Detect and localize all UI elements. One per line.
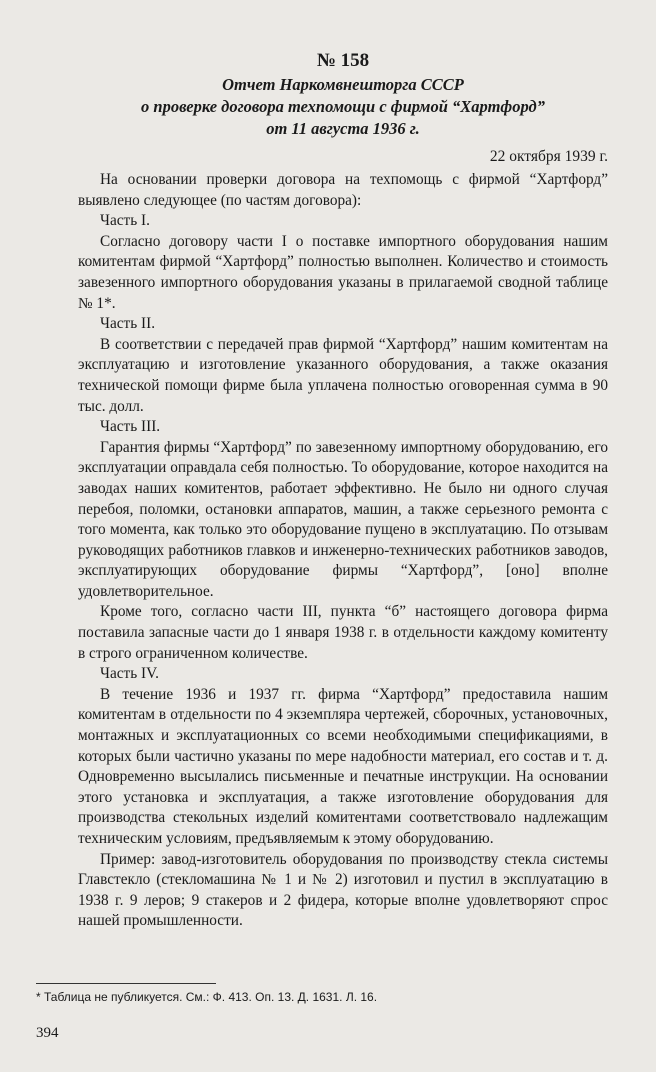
document-content bbox=[78, 50, 608, 932]
paragraph: Гарантия фирмы “Хартфорд” по завезенному импортному оборудованию, его эксплуатации оправдала себя полностью. То оборудование, которое находится на заводах наших комитентов, работает эффективно. Не было ни одного случая перебоя, поломки, остановки аппаратов, машин, а также серьезного ремонта с того момента, как только это оборудование пущено в эксплуатацию. По отзывам руководящих работников главков и инженерно-технических работников заводов, эксплуатирующих оборудование фирмы “Хартфорд”, [оно] вполне удовлетворительное. bbox=[78, 438, 608, 600]
document-date: 22 октября 1939 г. bbox=[489, 148, 608, 165]
paragraph: В соответствии с передачей прав фирмой “Хартфорд” нашим комитентам на эксплуатацию и изготовление указанного оборудования, а также оказания технической помощи фирме была уплачена полностью оговоренная сумма в 90 тыс. долл. bbox=[78, 335, 608, 415]
footnote-divider bbox=[36, 983, 216, 984]
part-heading: Часть IV. bbox=[100, 665, 159, 683]
paragraph: Согласно договору части I о поставке импортного оборудования нашим комитентам фирмой “Хартфорд” полностью выполнен. Количество и стоимость завезенного импортного оборудования указаны в прилагаемой сводной таблице № 1*. bbox=[78, 232, 608, 312]
title-line: от 11 августа 1936 г. bbox=[266, 119, 420, 138]
page-number: 394 bbox=[36, 1025, 59, 1041]
paragraph: Пример: завод-изготовитель оборудования по производству стекла системы Главстекло (стекломашина № 1 и № 2) изготовил и пустил в эксплуатацию в 1938 г. 9 леров; 9 стакеров и 2 фидера, которые вполне удовлетворяют спрос нашей промышленности. bbox=[78, 850, 608, 930]
paragraph: На основании проверки договора на техпомощь с фирмой “Хартфорд” выявлено следующее (по частям договора): bbox=[78, 171, 608, 209]
document-body bbox=[78, 170, 608, 932]
part-heading: Часть I. bbox=[100, 212, 150, 230]
paragraph: Кроме того, согласно части III, пункта “б” настоящего договора фирма поставила запасные части до 1 января 1938 г. в отдельности каждому комитенту в строго ограниченном количестве. bbox=[78, 603, 608, 662]
document-number: № 158 bbox=[316, 50, 370, 71]
part-heading: Часть III. bbox=[100, 418, 161, 436]
title-line: о проверке договора техпомощи с фирмой “Хартфорд” bbox=[141, 97, 545, 116]
title-line: Отчет Наркомвнешторга СССР bbox=[222, 75, 464, 94]
document-title bbox=[78, 74, 608, 140]
footnote: * Таблица не публикуется. См.: Ф. 413. Оп. 13. Д. 1631. Л. 16. bbox=[36, 990, 378, 1004]
paragraph: В течение 1936 и 1937 гг. фирма “Хартфорд” предоставила нашим комитентам в отдельности по 4 экземпляра чертежей, сборочных, установочных, монтажных и эксплуатационных со всеми необходимыми спецификациями, в которых были частично указаны по мере надобности материал, его состав и т. д. Одновременно высылались письменные и печатные инструкции. На основании этого установка и эксплуатация, а также изготовление оборудования для производства стекольных изделий комитентами соответствовало надлежащим техническим условиям, предъявляемым к этому оборудованию. bbox=[78, 685, 608, 847]
part-heading: Часть II. bbox=[100, 315, 156, 333]
